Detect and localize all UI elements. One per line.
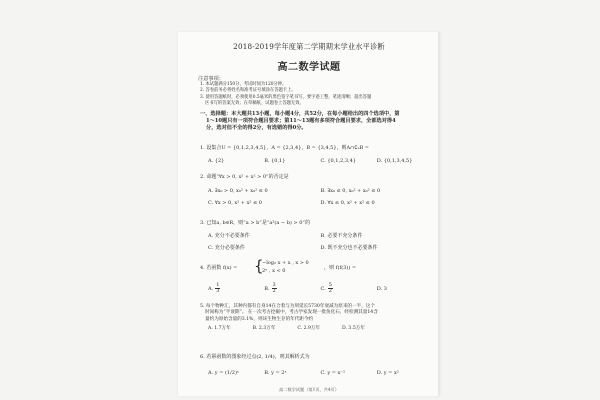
question-5-options: A. 1.7万年 B. 2.3万年 C. 2.9万年 D. 3.5万年 (208, 326, 365, 332)
option-c: C. ∀x > 0, x² + x² ≤ 0 (208, 200, 262, 206)
question-2-stem: 2. 命题“∀x > 0, x² + x² > 0”的否定是 (200, 174, 289, 180)
fraction: $\frac{3}{2}$ (272, 282, 276, 295)
question-5 (200, 304, 426, 333)
question-5-line: 5. 每个物种汇，其种内都有自身14在合着与为刻延长5730年衰减为原来的一半，这个 (200, 304, 375, 309)
question-2-options (208, 188, 433, 212)
question-4-options (208, 283, 433, 295)
piecewise-brace: { (254, 257, 264, 275)
notes-title: 注意事项： (198, 76, 224, 82)
piecewise-line-2: 2ˣ , x < 0 (262, 268, 286, 274)
section-line: 1～10题只有一项符合题目要求；第11～13题有多项符合题目要求，全部选对得4 (206, 118, 396, 125)
note-line: 区书写的答案无效；在草稿纸、试题卷上答题无效。 (205, 100, 304, 106)
option-b: B. y = 2ˣ (264, 370, 287, 376)
question-6-stem: 6. 若幂函数的图象经过点(2, 1/4)，则其解析式为 (200, 354, 310, 360)
option-d: D. 既不充分也不必要条件 (320, 245, 378, 251)
option-a: A. 充分不必要条件 (208, 233, 250, 239)
option-a: A. ∃x₀ > 0, x₀² + x₀² ≤ 0 (208, 188, 268, 194)
option-b: B. ∃x₀ ≤ 0, x₀² + x₀² ≤ 0 (320, 188, 381, 194)
question-1-options (208, 158, 433, 164)
notes-list (200, 82, 425, 107)
question-5-line: 时间称为“半衰期”。 在一次考古挖掘中，考古学家发现一批鱼化石，经检测其量14含 (205, 310, 378, 316)
page-footer: 高二数学试题（第1页，共4页） (279, 387, 339, 392)
paper-edge (438, 32, 440, 396)
option-a: A. {2} (208, 158, 225, 164)
question-6-options (208, 370, 433, 376)
question-3-options (208, 232, 433, 256)
note-line: 2. 答卷前务必将姓名和准考证号填涂在答题卡上。 (200, 88, 296, 94)
option-a: A. y = (1/2)ˣ (208, 370, 240, 376)
note-line: 1. 本试题满分150分，考试时间为120分钟。 (200, 82, 287, 87)
fraction: $\frac{5}{2}$ (328, 282, 332, 295)
option-b: B. {0,1} (264, 158, 286, 164)
option-d: D. y = x² (376, 370, 399, 376)
question-4-suffix: ，则 f(f(3)) = (324, 265, 357, 271)
fraction: $\frac{1}{3}$ (216, 282, 220, 295)
exam-title: 高二数学试题 (277, 62, 341, 73)
option-b: B. 必要不充分条件 (320, 233, 363, 239)
option-d: D. {0,1,3,4,5} (376, 158, 413, 164)
exam-header: 2018-2019学年度第二学期期末学业水平诊断 (233, 42, 385, 51)
exam-paper (178, 32, 440, 396)
option-d: D. ∀x ≤ 0, x² + x² ≤ 0 (320, 200, 375, 206)
question-1-stem: 1. 设集合U = {0,1,2,3,4,5}，A = {2,3,4}，B = {3,4,5}，则A∩∁ᵤB = (200, 145, 369, 151)
option-a: A. $\frac{1}{3}$ (208, 282, 220, 295)
section-instructions (200, 111, 428, 133)
section-line: 一、选择题：本大题共13小题，每小题4分，共52分，在每小题给出的四个选项中，第 (200, 111, 400, 117)
option-c: C. {0,1,2,3,4} (320, 158, 356, 164)
section-line: 分，选对但不全的得2分，有选错的得0分。 (206, 125, 307, 132)
option-b: B. $\frac{3}{2}$ (264, 282, 276, 295)
piecewise-line-1: −log₂ x + x , x > 0 (262, 260, 309, 266)
option-d: D. 3 (376, 285, 387, 292)
option-c: C. y = x⁻² (320, 370, 345, 376)
note-line: 3. 使用答题纸时，必须使用0.5毫米的黑色签字笔书写，要字迹工整，笔迹清晰；超出答题 (200, 94, 372, 100)
question-4-prefix: 4. 若函数 f(x) = (200, 265, 238, 271)
question-3-stem: 3. 已知a, b∈R，则“a > b”是“a²(a − b) > 0”的 (200, 220, 310, 226)
option-c: C. 充分必要条件 (208, 245, 245, 251)
option-c: C. $\frac{5}{2}$ (320, 282, 332, 295)
question-5-line: 量约为原始含量的3.1%，则该生物生存的年代距今约 (205, 316, 314, 322)
